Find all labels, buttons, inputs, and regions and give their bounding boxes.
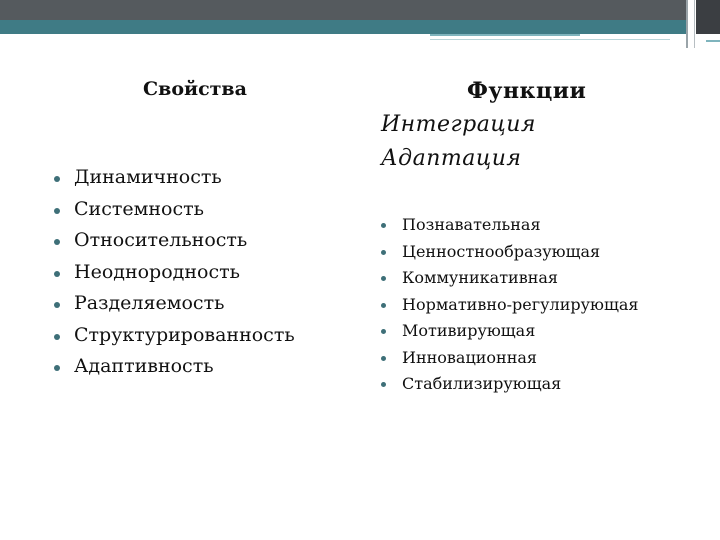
list-item: Разделяемость — [54, 290, 295, 322]
bullet-icon — [381, 356, 386, 361]
accent-line — [430, 39, 670, 40]
bullet-icon — [54, 208, 60, 214]
list-item: Коммуникативная — [381, 267, 638, 294]
list-item: Стабилизирующая — [381, 373, 638, 400]
bullet-icon — [54, 334, 60, 340]
divider-line — [694, 0, 695, 48]
list-item: Относительность — [54, 227, 295, 259]
list-item: Неоднородность — [54, 259, 295, 291]
function-integration: Интеграция — [381, 112, 536, 137]
bullet-icon — [54, 365, 60, 371]
divider-line — [686, 0, 688, 48]
properties-list — [54, 164, 295, 385]
bullet-icon — [381, 329, 386, 334]
functions-heading: Функции — [467, 78, 587, 104]
corner-block — [696, 0, 720, 34]
functions-list — [381, 214, 638, 400]
header-accent-bar — [0, 20, 686, 34]
accent-line — [430, 34, 580, 36]
bullet-icon — [381, 250, 386, 255]
bullet-icon — [54, 271, 60, 277]
list-item: Познавательная — [381, 214, 638, 241]
header-bar — [0, 0, 686, 20]
list-item: Ценностнообразующая — [381, 241, 638, 268]
list-item: Структурированность — [54, 322, 295, 354]
bullet-icon — [54, 302, 60, 308]
bullet-icon — [54, 176, 60, 182]
list-item: Нормативно-регулирующая — [381, 294, 638, 321]
list-item: Мотивирующая — [381, 320, 638, 347]
bullet-icon — [54, 239, 60, 245]
bullet-icon — [381, 303, 386, 308]
bullet-icon — [381, 382, 386, 387]
function-adaptation: Адаптация — [381, 146, 522, 171]
bullet-icon — [381, 223, 386, 228]
list-item: Системность — [54, 196, 295, 228]
list-item: Адаптивность — [54, 353, 295, 385]
list-item: Инновационная — [381, 347, 638, 374]
accent-line — [706, 40, 720, 42]
bullet-icon — [381, 276, 386, 281]
properties-heading: Свойства — [143, 78, 247, 100]
list-item: Динамичность — [54, 164, 295, 196]
